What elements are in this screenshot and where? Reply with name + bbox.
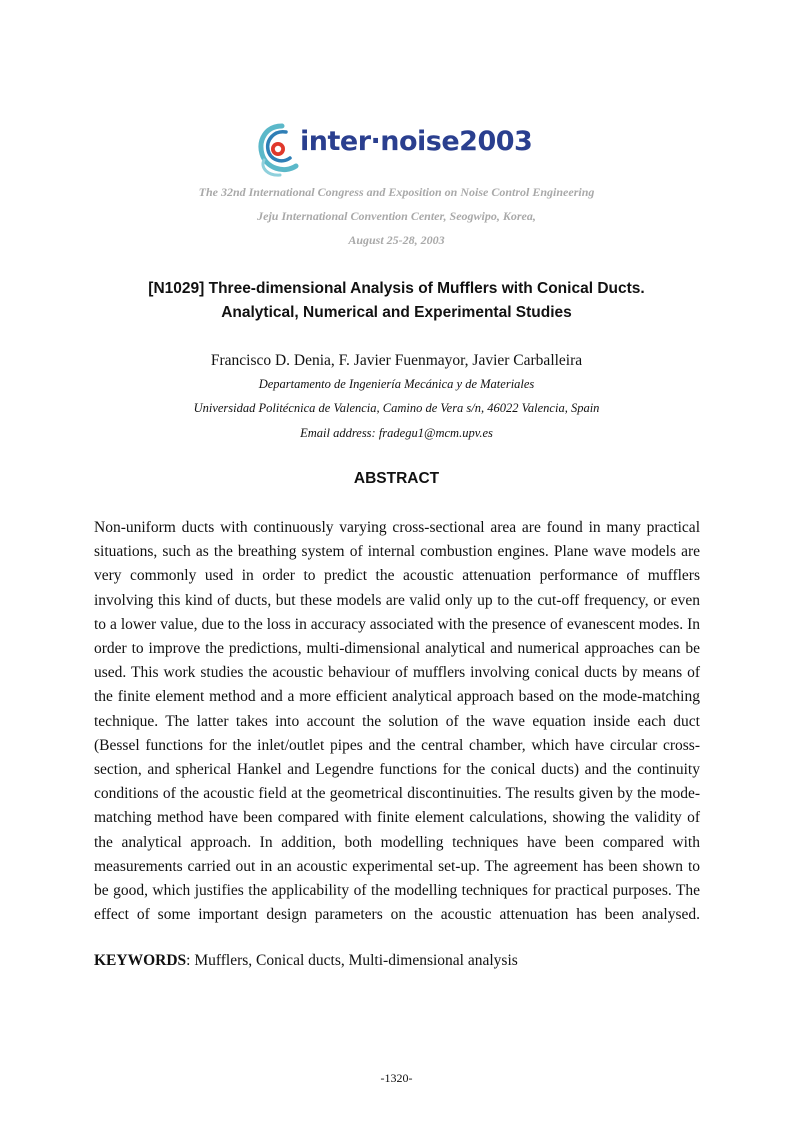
conference-logo xyxy=(256,120,546,180)
paper-authors: Francisco D. Denia, F. Javier Fuenmayor, Javier Carballeira xyxy=(210,352,583,369)
conference-name: The 32nd International Congress and Exposition on Noise Control Engineering xyxy=(198,185,595,199)
contact-email: Email address: fradegu1@mcm.upv.es xyxy=(300,426,493,440)
conference-dates: August 25-28, 2003 xyxy=(348,233,445,247)
page-number: -1320- xyxy=(380,1071,413,1085)
affiliation-department: Departamento de Ingeniería Mecánica y de Materiales xyxy=(258,377,535,391)
keywords-label: KEYWORDS xyxy=(94,952,187,969)
paper-title-line2: Analytical, Numerical and Experimental Studies xyxy=(221,304,572,321)
keywords-line xyxy=(94,949,518,973)
conference-venue: Jeju International Convention Center, Seogwipo, Korea, xyxy=(257,209,536,223)
affiliation-university: Universidad Politécnica de Valencia, Camino de Vera s/n, 46022 Valencia, Spain xyxy=(193,401,600,415)
abstract-heading: ABSTRACT xyxy=(353,470,440,487)
abstract-body: Non-uniform ducts with continuously varying cross-sectional area are found in many practical situations, such as the breathing system of internal combustion engines. Plane wave models are very commonly used in order to predict the acoustic attenuation performance of mufflers involving this kind of ducts, but these models are valid only up to the cut-off frequency, or even to a lower value, due to the loss in accuracy associated with the presence of evanescent modes. In order to improve the predictions, multi-dimensional analytical and numerical approaches can be used. This work studies the acoustic behaviour of mufflers involving conical ducts by means of the finite element method and a more efficient analytical approach based on the mode-matching technique. The latter takes into account the solution of the wave equation inside each duct (Bessel functions for the inlet/outlet pipes and the central chamber, which have circular cross-section, and spherical Hankel and Legendre functions for the conical ducts) and the continuity conditions of the acoustic field at the geometrical discontinuities. The results given by the mode-matching method have been compared with finite element calculations, showing the validity of the analytical approach. In addition, both modelling techniques have been compared with measurements carried out in an acoustic experimental set-up. The agreement has been shown to be good, which justifies the applicability of the modelling techniques for practical purposes. The effect of some important design parameters on the acoustic attenuation has been analysed. xyxy=(94,519,700,924)
keywords-list: : Mufflers, Conical ducts, Multi-dimensional analysis xyxy=(186,952,518,969)
logo-wordmark: inter·noise2003 xyxy=(300,126,533,157)
paper-title-line1: [N1029] Three-dimensional Analysis of Mufflers with Conical Ducts. xyxy=(148,280,645,297)
